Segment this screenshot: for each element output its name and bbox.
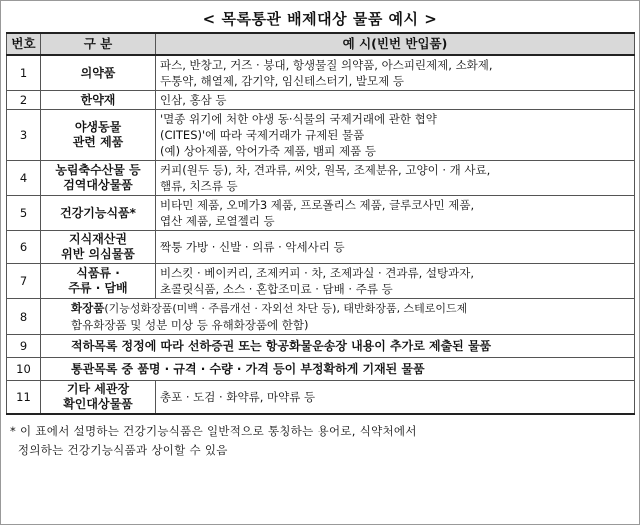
row-number: 9 (7, 335, 41, 358)
row-examples (156, 264, 635, 299)
row-examples-merged (41, 299, 635, 335)
row-category: 의약품 (41, 55, 156, 91)
document-title: < 목록통관 배제대상 물품 예시 > (202, 10, 438, 28)
category-line: 확인대상물품 (63, 397, 133, 411)
table-row (7, 231, 635, 264)
example-line: (CITES)'에 따라 국제거래가 규제된 물품 (160, 128, 365, 142)
category-line: 농림축수산물 등 (55, 163, 141, 177)
example-line: 비타민 제품, 오메가3 제품, 프로폴리스 제품, 글루코사민 제품, (160, 198, 475, 212)
example-line: '멸종 위기에 처한 야생 동·식물의 국제거래에 관한 협약 (160, 112, 437, 126)
row-number: 4 (7, 161, 41, 196)
category-line: 기타 세관장 (66, 382, 130, 396)
row-number: 5 (7, 196, 41, 231)
row-category (41, 231, 156, 264)
row-number: 2 (7, 91, 41, 110)
row-category (41, 110, 156, 161)
example-line: 총포 · 도검 · 화약류, 마약류 등 (160, 390, 316, 404)
row-number: 3 (7, 110, 41, 161)
header-number: 번호 (7, 33, 41, 55)
table-row (7, 55, 635, 91)
example-line (71, 300, 630, 317)
category-line: 위반 의심물품 (61, 247, 135, 261)
row-examples (156, 381, 635, 415)
table-header-row (7, 33, 635, 55)
table-row (7, 381, 635, 415)
row-full-description: 적하목록 정정에 따라 선하증권 또는 항공화물운송장 내용이 추가로 제출된 물품 (41, 335, 635, 358)
category-line: 식품류 · (76, 266, 120, 280)
header-category: 구 분 (41, 33, 156, 55)
row-number: 6 (7, 231, 41, 264)
table-row (7, 299, 635, 335)
example-line: 인삼, 홍삼 등 (160, 93, 227, 107)
row-examples (156, 91, 635, 110)
row-number: 10 (7, 358, 41, 381)
row-number: 7 (7, 264, 41, 299)
example-inline: (기능성화장품(미백 · 주름개선 · 자외선 차단 등), 태반화장품, 스테로이드제 (104, 302, 468, 315)
row-category (41, 381, 156, 415)
footnote-line: * 이 표에서 설명하는 건강기능식품은 일반적으로 통칭하는 용어로, 식약처에서 (10, 424, 417, 438)
row-number: 1 (7, 55, 41, 91)
row-examples (156, 231, 635, 264)
row-number: 11 (7, 381, 41, 415)
row-category: 건강기능식품* (41, 196, 156, 231)
table-row (7, 91, 635, 110)
table-row (7, 196, 635, 231)
footnote (6, 422, 634, 460)
example-line: 함유화장품 및 성분 미상 등 유해화장품에 한함) (71, 318, 309, 332)
row-full-description: 통관목록 중 품명 · 규격 · 수량 · 가격 등이 부정확하게 기재된 물품 (41, 358, 635, 381)
table-row (7, 335, 635, 358)
row-examples (156, 110, 635, 161)
header-examples: 예 시(빈번 반입품) (156, 33, 635, 55)
row-category (41, 161, 156, 196)
example-line: 초콜릿식품, 소스 · 혼합조미료 · 담배 · 주류 등 (160, 282, 393, 296)
table-row (7, 264, 635, 299)
category-line: 관련 제품 (72, 135, 124, 149)
table-row (7, 358, 635, 381)
footnote-line: 정의하는 건강기능식품과 상이할 수 있음 (10, 443, 228, 457)
category-line: 지식재산권 (69, 232, 127, 246)
row-category: 한약재 (41, 91, 156, 110)
category-line: 검역대상물품 (63, 178, 133, 192)
row-category (41, 264, 156, 299)
row-examples (156, 55, 635, 91)
example-line: 비스킷 · 베이커리, 조제커피 · 차, 조제과실 · 견과류, 설탕과자, (160, 266, 474, 280)
example-line: 햄류, 치즈류 등 (160, 179, 238, 193)
table-row (7, 161, 635, 196)
example-line: 파스, 반창고, 거즈 · 붕대, 항생물질 의약품, 아스피린제제, 소화제, (160, 58, 493, 72)
example-line: 짝퉁 가방 · 신발 · 의류 · 악세사리 등 (160, 240, 345, 254)
category-inline: 화장품 (71, 301, 105, 315)
row-examples (156, 196, 635, 231)
example-line: 엽산 제품, 로열젤리 등 (160, 214, 275, 228)
row-examples (156, 161, 635, 196)
example-line: 커피(원두 등), 차, 견과류, 씨앗, 원목, 조제분유, 고양이 · 개 사료, (160, 163, 491, 177)
table-row (7, 110, 635, 161)
row-number: 8 (7, 299, 41, 335)
example-line: (예) 상아제품, 악어가죽 제품, 뱀피 제품 등 (160, 144, 376, 158)
exclusion-items-table (6, 32, 635, 415)
category-line: 주류 · 담배 (68, 281, 128, 295)
category-line: 야생동물 (74, 120, 122, 134)
example-line: 두통약, 해열제, 감기약, 임신테스터기, 발모제 등 (160, 74, 404, 88)
